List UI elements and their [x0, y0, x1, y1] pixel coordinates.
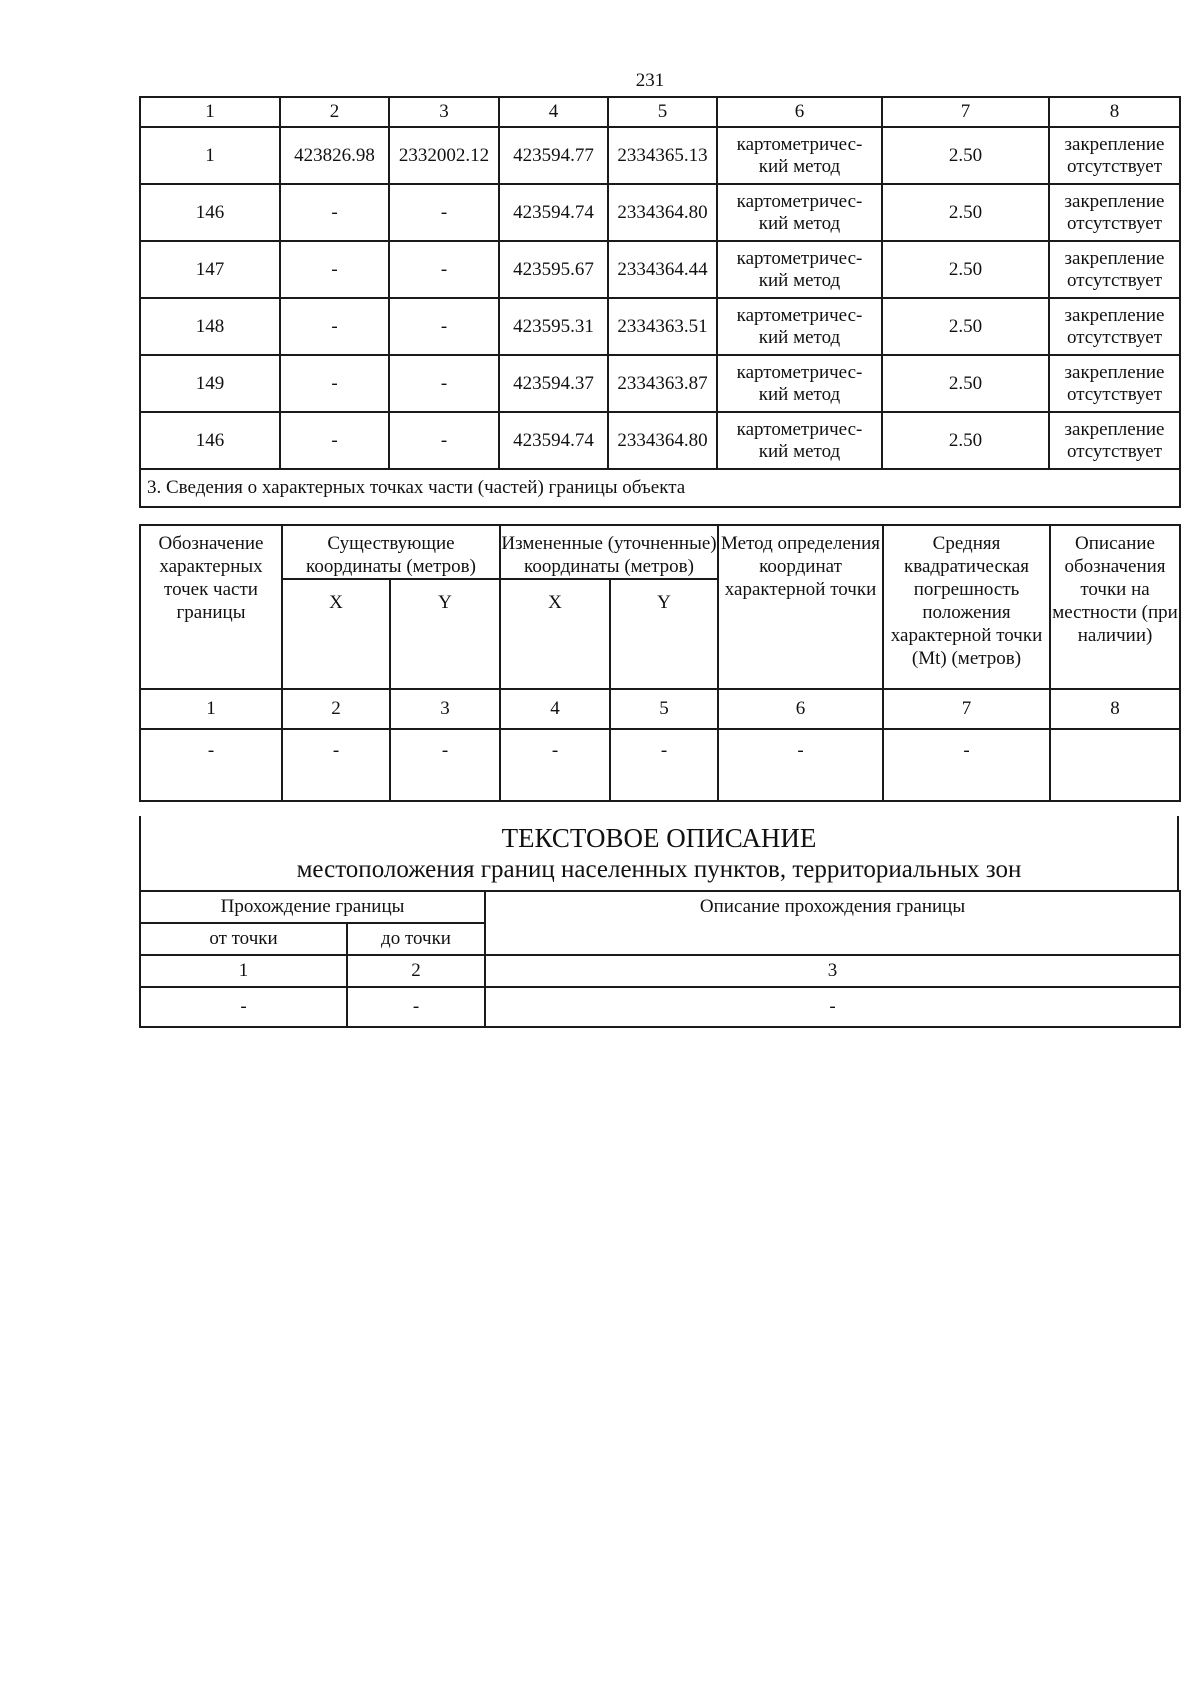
column-number: 1	[140, 97, 280, 127]
marker-description: закрепление отсутствует	[1049, 184, 1180, 241]
table-row	[140, 729, 1180, 801]
column-number: 6	[718, 689, 883, 729]
changed-x: 423594.37	[499, 355, 608, 412]
existing-y: -	[389, 241, 499, 298]
existing-x: -	[280, 184, 389, 241]
cell: -	[347, 987, 485, 1027]
header-passage-description: Описание прохождения границы	[485, 891, 1180, 955]
method: картометричес- кий метод	[717, 241, 882, 298]
marker-description: закрепление отсутствует	[1049, 355, 1180, 412]
existing-y: -	[389, 355, 499, 412]
section-heading: 3. Сведения о характерных точках части (частей) границы объекта	[140, 469, 1180, 507]
existing-y: 2332002.12	[389, 127, 499, 184]
column-number: 3	[390, 689, 500, 729]
changed-x: 423594.74	[499, 412, 608, 469]
cell: -	[140, 729, 282, 801]
header-from-point: от точки	[140, 923, 347, 955]
changed-x: 423595.67	[499, 241, 608, 298]
existing-y: -	[389, 412, 499, 469]
cell: -	[485, 987, 1180, 1027]
existing-x: -	[280, 298, 389, 355]
table-row	[140, 298, 1180, 355]
changed-x: 423594.77	[499, 127, 608, 184]
method: картометричес- кий метод	[717, 355, 882, 412]
cell: -	[883, 729, 1050, 801]
header-changed-y: Y	[610, 579, 718, 689]
column-number: 4	[500, 689, 610, 729]
existing-x: -	[280, 241, 389, 298]
header-marker-description: Описание обозначения точки на местности (при наличии)	[1050, 525, 1180, 689]
column-number: 1	[140, 689, 282, 729]
header-to-point: до точки	[347, 923, 485, 955]
changed-y: 2334363.51	[608, 298, 717, 355]
point-id: 148	[140, 298, 280, 355]
column-number: 3	[389, 97, 499, 127]
existing-x: -	[280, 355, 389, 412]
header-existing-y: Y	[390, 579, 500, 689]
table-row	[140, 241, 1180, 298]
error: 2.50	[882, 412, 1049, 469]
point-id: 1	[140, 127, 280, 184]
header-method: Метод определения координат характерной точки	[718, 525, 883, 689]
page-number: 231	[635, 70, 665, 91]
column-number-row	[140, 97, 1180, 127]
column-number: 6	[717, 97, 882, 127]
cell: -	[610, 729, 718, 801]
header-existing-coordinates: Существующие координаты (метров)	[282, 525, 500, 579]
point-id: 146	[140, 412, 280, 469]
table-row	[140, 127, 1180, 184]
existing-y: -	[389, 184, 499, 241]
text-description-title-block	[139, 816, 1179, 892]
changed-y: 2334364.44	[608, 241, 717, 298]
header-changed-x: X	[500, 579, 610, 689]
section-subtitle: местоположения границ населенных пунктов, территориальных зон	[296, 856, 1022, 883]
error: 2.50	[882, 298, 1049, 355]
coordinates-table	[139, 96, 1181, 508]
error: 2.50	[882, 355, 1049, 412]
column-number: 3	[485, 955, 1180, 987]
section-title: ТЕКСТОВОЕ ОПИСАНИЕ	[501, 823, 817, 853]
table-row	[140, 987, 1180, 1027]
table-row	[140, 184, 1180, 241]
cell: -	[500, 729, 610, 801]
column-number: 2	[280, 97, 389, 127]
existing-x: 423826.98	[280, 127, 389, 184]
error: 2.50	[882, 184, 1049, 241]
marker-description: закрепление отсутствует	[1049, 298, 1180, 355]
header-point-designation: Обозначение характерных точек части границы	[140, 525, 282, 689]
header-row	[140, 891, 1180, 923]
cell	[1050, 729, 1180, 801]
header-row	[140, 525, 1180, 579]
column-number: 8	[1049, 97, 1180, 127]
existing-y: -	[389, 298, 499, 355]
changed-x: 423594.74	[499, 184, 608, 241]
cell: -	[390, 729, 500, 801]
changed-y: 2334363.87	[608, 355, 717, 412]
column-number-row	[140, 689, 1180, 729]
marker-description: закрепление отсутствует	[1049, 412, 1180, 469]
part-boundary-table	[139, 524, 1181, 802]
error: 2.50	[882, 127, 1049, 184]
title-cell	[140, 816, 1178, 891]
column-number: 7	[882, 97, 1049, 127]
column-number-row	[140, 955, 1180, 987]
changed-y: 2334365.13	[608, 127, 717, 184]
method: картометричес- кий метод	[717, 127, 882, 184]
column-number: 4	[499, 97, 608, 127]
column-number: 5	[610, 689, 718, 729]
method: картометричес- кий метод	[717, 184, 882, 241]
header-existing-x: X	[282, 579, 390, 689]
changed-y: 2334364.80	[608, 184, 717, 241]
section-heading-row	[140, 469, 1180, 507]
point-id: 149	[140, 355, 280, 412]
column-number: 5	[608, 97, 717, 127]
header-error: Средняя квадратическая погрешность положения характерной точки (Mt) (метров)	[883, 525, 1050, 689]
marker-description: закрепление отсутствует	[1049, 127, 1180, 184]
header-passage: Прохождение границы	[140, 891, 485, 923]
cell: -	[140, 987, 347, 1027]
marker-description: закрепление отсутствует	[1049, 241, 1180, 298]
table-row	[140, 412, 1180, 469]
method: картометричес- кий метод	[717, 298, 882, 355]
cell: -	[718, 729, 883, 801]
method: картометричес- кий метод	[717, 412, 882, 469]
header-changed-coordinates: Измененные (уточненные) координаты (метров)	[500, 525, 718, 579]
point-id: 147	[140, 241, 280, 298]
changed-y: 2334364.80	[608, 412, 717, 469]
changed-x: 423595.31	[499, 298, 608, 355]
boundary-passage-table	[139, 890, 1181, 1028]
column-number: 7	[883, 689, 1050, 729]
column-number: 1	[140, 955, 347, 987]
column-number: 2	[282, 689, 390, 729]
point-id: 146	[140, 184, 280, 241]
existing-x: -	[280, 412, 389, 469]
column-number: 2	[347, 955, 485, 987]
cell: -	[282, 729, 390, 801]
error: 2.50	[882, 241, 1049, 298]
column-number: 8	[1050, 689, 1180, 729]
table-row	[140, 355, 1180, 412]
